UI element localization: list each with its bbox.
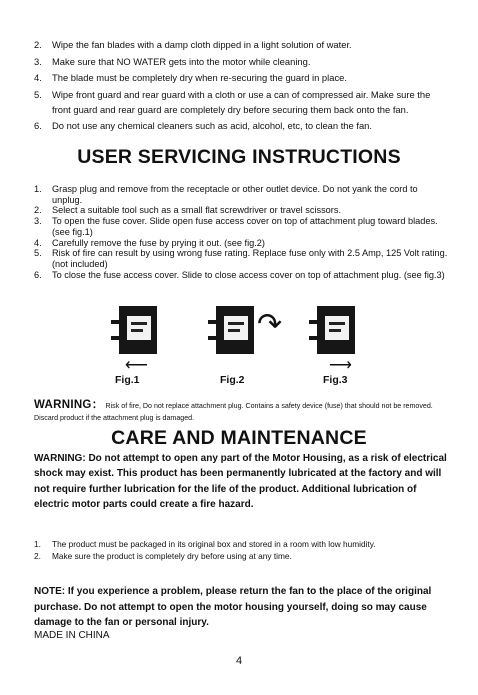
list-text: The blade must be completely dry when re-securing the guard in place. [52,72,347,83]
list-item [0,205,478,216]
plug-prong [309,336,319,340]
list-text: Carefully remove the fuse by prying it out. (see fig.2) [52,237,265,248]
care-list [0,539,478,563]
warning-label: WARNING [34,399,92,411]
list-item [0,539,478,550]
fig3-plug-image [317,306,355,354]
list-item [0,118,478,133]
rotate-arrow-icon: ↷ [257,308,283,341]
list-number: 2. [34,205,42,216]
list-item [0,270,478,281]
list-item [0,184,478,205]
right-arrow-icon: ⟶ [329,357,352,374]
note-paragraph: NOTE: If you experience a problem, please return the fan to the place of the original purchase. Do not attempt to open the motor housing yourself, doing so may cause damage to the fan or personal injury. [34,586,432,629]
plug-prong [208,336,218,340]
plug-prong [111,320,121,324]
list-number: 6. [34,120,42,132]
list-item [0,238,478,249]
list-number: 6. [34,269,42,280]
list-text: Risk of fire can result by using wrong fuse rating. Replace fuse only with 2.5 Amp, 125 Volt rating.(not included) [52,248,448,269]
list-number: 3. [34,55,42,67]
list-number: 5. [34,88,42,100]
list-text: Wipe the fan blades with a damp cloth dipped in a light solution of water. [52,39,352,50]
list-item [0,87,478,117]
list-text: Make sure that NO WATER gets into the motor while cleaning. [52,55,311,67]
list-number: 4. [34,237,42,248]
list-text: Grasp plug and remove from the receptacle or other outlet device. Do not yank the cord to unplug. [52,184,418,205]
list-item [0,248,478,269]
list-text: Select a suitable tool such as a small flat screwdriver or travel scissors. [52,205,342,216]
list-text: The product must be packaged in its original box and stored in a room with low humidity. [52,539,376,549]
list-item [0,70,478,85]
servicing-instructions-list [0,184,478,280]
plug-prong [208,320,218,324]
list-number: 2. [34,551,41,562]
page-number: 4 [235,655,243,667]
fuse-slot [224,316,248,340]
cleaning-instructions-list [0,37,478,135]
fig1-label: Fig.1 [115,374,140,386]
plug-prong [111,336,121,340]
list-text: To open the fuse cover. Slide open fuse access cover on top of attachment plug toward blades. (see fig.1) [52,216,438,237]
list-text: Wipe front guard and rear guard with a cloth or use a can of compressed air. Make sure the front guard and rear guard are completely dry before securing them back onto the fan. [52,88,431,115]
fuse-cover [325,316,349,340]
list-item [0,551,478,562]
fuse-cover [127,316,151,340]
servicing-heading: USER SERVICING INSTRUCTIONS [77,146,401,168]
list-item [0,54,478,69]
list-text: Do not use any chemical cleaners such as acid, alcohol, etc, to clean the fan. [52,120,372,132]
fig2-label: Fig.2 [220,374,245,386]
left-arrow-icon: ⟵ [125,357,148,374]
fig1-plug-image [119,306,157,354]
made-in-label: MADE IN CHINA [34,630,110,641]
warning-text: Risk of fire, Do not replace attachment plug. Contains a safety device (fuse) that should not be removed. Discard product if the attachment plug is damaged. [34,402,433,422]
list-number: 1. [34,184,42,194]
list-number: 1. [34,539,41,549]
care-warning-paragraph: WARNING: Do not attempt to open any part of the Motor Housing, as a risk of electrical shock may exist. This product has been permanently lubricated at the factory and will not require further lubrication for the life of the product. Additional lubrication of electric motor parts could create a fire hazard. [34,453,447,511]
plug-prong [309,320,319,324]
fuse-warning [34,399,450,424]
list-text: To close the fuse access cover. Slide to close access cover on top of attachment plug. (see fig.3) [52,269,445,280]
list-item [0,37,478,52]
fig3-label: Fig.3 [323,374,348,386]
list-number: 5. [34,248,42,259]
list-number: 3. [34,216,42,227]
list-number: 2. [34,39,42,50]
list-item [0,216,478,237]
warning-colon: ： [91,399,104,411]
list-text: Make sure the product is completely dry before using at any time. [52,551,292,562]
list-number: 4. [34,72,42,83]
care-heading: CARE AND MAINTENANCE [111,427,367,449]
fig2-plug-image [216,306,254,354]
